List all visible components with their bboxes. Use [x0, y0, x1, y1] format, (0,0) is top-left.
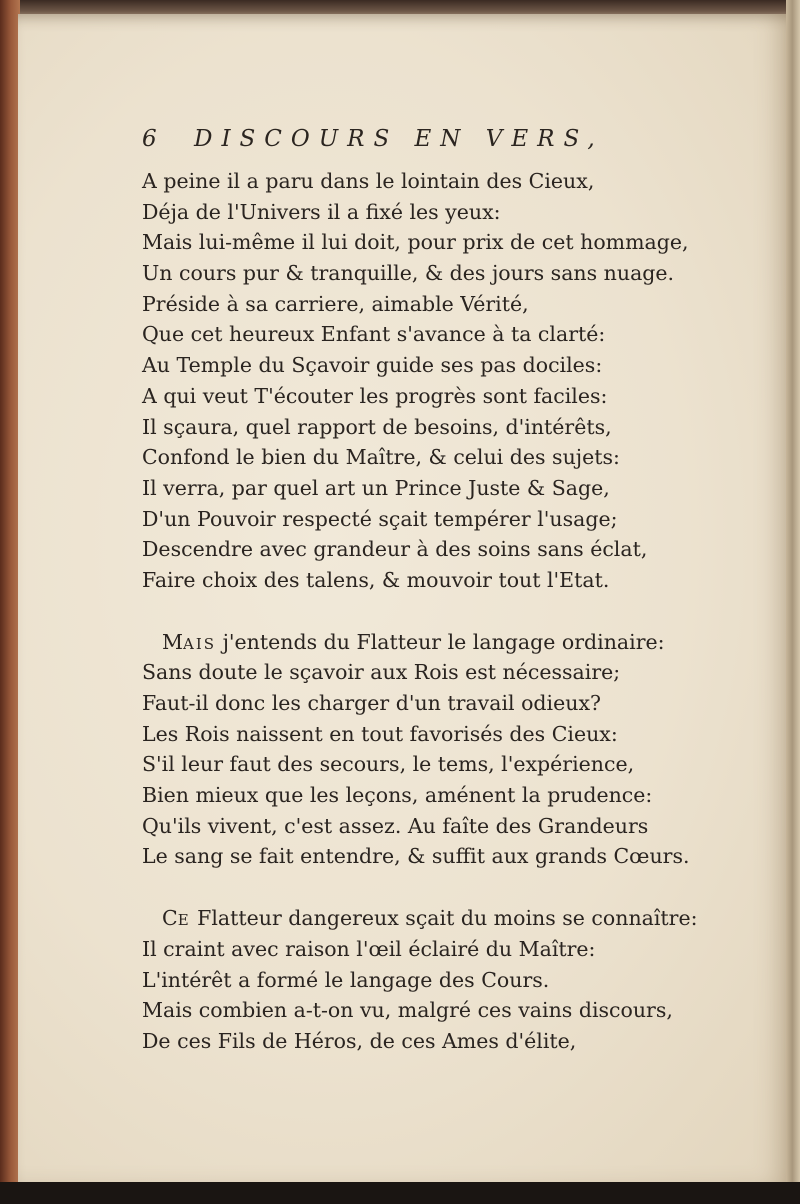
verse-line: Mais lui-même il lui doit, pour prix de cet hommage, — [142, 230, 689, 255]
initial-letter: C — [162, 906, 178, 931]
verse-line: Confond le bien du Maître, & celui des sujets: — [142, 445, 620, 470]
verse-line: De ces Fils de Héros, de ces Ames d'élite, — [142, 1028, 577, 1053]
verse-line: L'intérêt a formé le langage des Cours. — [142, 967, 550, 992]
stanza-2 — [142, 627, 690, 873]
verse-line: Faut-il donc les charger d'un travail odieux? — [142, 691, 601, 715]
verse-line: Descendre avec grandeur à des soins sans éclat, — [142, 537, 648, 562]
verse-line: Mais combien a-t-on vu, malgré ces vains discours, — [142, 998, 673, 1023]
stanza-gap — [142, 872, 662, 903]
verse-line: Il verra, par quel art un Prince Juste & Sage, — [142, 475, 610, 500]
page-stack-edge — [786, 0, 800, 1204]
opening-line-text: j'entends du Flatteur le langage ordinaire: — [216, 629, 665, 654]
small-caps-word: AIS — [183, 634, 217, 653]
stanza-1 — [142, 166, 689, 596]
stanza-3 — [142, 903, 698, 1056]
verse-line: Que cet heureux Enfant s'avance à ta clarté: — [142, 322, 606, 347]
verse-line: Préside à sa carriere, aimable Vérité, — [142, 291, 529, 316]
small-caps-word: E — [177, 911, 191, 930]
scan-bottom-band — [0, 1182, 800, 1204]
stanza-opening-line — [142, 903, 698, 934]
verse-line: Il craint avec raison l'œil éclairé du Maître: — [142, 936, 596, 961]
verse-line: Bien mieux que les leçons, aménent la prudence: — [142, 783, 653, 808]
verse-line: Sans doute le sçavoir aux Rois est nécessaire; — [142, 660, 621, 685]
stanza-gap — [142, 596, 662, 627]
page-number: 6 — [142, 126, 157, 152]
verse-line: A qui veut T'écouter les progrès sont faciles: — [142, 383, 608, 408]
running-head: DISCOURS EN VERS, — [194, 126, 604, 152]
verse-line: Un cours pur & tranquille, & des jours sans nuage. — [142, 261, 675, 286]
verse-line: Faire choix des talens, & mouvoir tout l'Etat. — [142, 567, 610, 592]
verse-line: Le sang se fait entendre, & suffit aux grands Cœurs. — [142, 844, 690, 869]
verse-line: Qu'ils vivent, c'est assez. Au faîte des Grandeurs — [142, 813, 649, 838]
verse-line: Au Temple du Sçavoir guide ses pas dociles: — [142, 353, 603, 378]
initial-letter: M — [162, 629, 183, 654]
verse-body — [142, 166, 698, 1057]
opening-line-text: Flatteur dangereux sçait du moins se connaître: — [190, 906, 698, 931]
verse-line: D'un Pouvoir respecté sçait tempérer l'usage; — [142, 506, 618, 531]
page-header — [142, 126, 638, 162]
verse-line: A peine il a paru dans le lointain des Cieux, — [142, 169, 595, 193]
verse-line: Les Rois naissent en tout favorisés des Cieux: — [142, 721, 618, 746]
verse-line: Déja de l'Univers il a fixé les yeux: — [142, 199, 501, 224]
verse-line: S'il leur faut des secours, le tems, l'expérience, — [142, 752, 635, 777]
stanza-opening-line — [142, 627, 665, 658]
book-binding-left — [0, 0, 20, 1204]
verse-line: Il sçaura, quel rapport de besoins, d'intérêts, — [142, 414, 612, 439]
